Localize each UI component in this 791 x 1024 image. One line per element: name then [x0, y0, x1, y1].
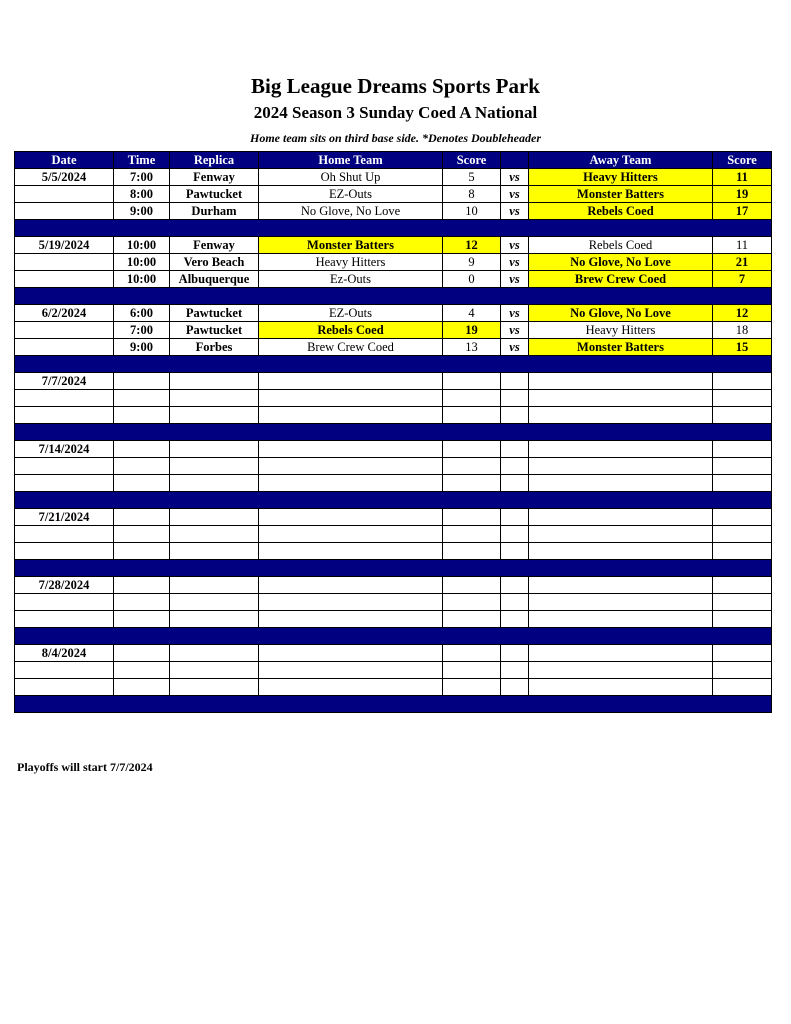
game-date [15, 203, 114, 220]
vs-label: vs [501, 305, 529, 322]
away-score [713, 526, 772, 543]
away-score [713, 645, 772, 662]
separator-row [15, 288, 772, 305]
away-score [713, 509, 772, 526]
vs-label: vs [501, 322, 529, 339]
separator-row [15, 220, 772, 237]
game-replica [170, 611, 259, 628]
away-score [713, 373, 772, 390]
vs-label: vs [501, 186, 529, 203]
away-team: Brew Crew Coed [529, 271, 713, 288]
game-replica [170, 458, 259, 475]
vs-label [501, 458, 529, 475]
game-time: 7:00 [114, 169, 170, 186]
home-team: No Glove, No Love [259, 203, 443, 220]
vs-label [501, 526, 529, 543]
vs-label: vs [501, 339, 529, 356]
home-score [443, 645, 501, 662]
table-row [15, 237, 772, 254]
game-replica: Fenway [170, 237, 259, 254]
game-date: 7/28/2024 [15, 577, 114, 594]
game-time: 9:00 [114, 203, 170, 220]
separator-row [15, 492, 772, 509]
away-team: No Glove, No Love [529, 254, 713, 271]
table-row [15, 594, 772, 611]
home-score [443, 662, 501, 679]
home-score: 4 [443, 305, 501, 322]
home-team [259, 373, 443, 390]
separator-row [15, 628, 772, 645]
game-replica [170, 577, 259, 594]
away-score: 15 [713, 339, 772, 356]
away-team: Rebels Coed [529, 237, 713, 254]
game-time [114, 475, 170, 492]
game-replica [170, 645, 259, 662]
table-row [15, 339, 772, 356]
away-team: Heavy Hitters [529, 169, 713, 186]
table-row [15, 254, 772, 271]
game-time: 8:00 [114, 186, 170, 203]
separator-bar [15, 424, 772, 441]
home-team [259, 594, 443, 611]
vs-label [501, 645, 529, 662]
home-team: EZ-Outs [259, 186, 443, 203]
col-time: Time [114, 152, 170, 169]
separator-bar [15, 628, 772, 645]
home-team [259, 543, 443, 560]
playoffs-note: Playoffs will start 7/7/2024 [17, 760, 153, 774]
away-score: 21 [713, 254, 772, 271]
game-date [15, 594, 114, 611]
vs-label [501, 407, 529, 424]
game-date: 6/2/2024 [15, 305, 114, 322]
game-replica: Pawtucket [170, 186, 259, 203]
page-title: Big League Dreams Sports Park [251, 74, 540, 98]
table-row [15, 509, 772, 526]
home-score [443, 509, 501, 526]
home-team [259, 577, 443, 594]
game-date: 7/21/2024 [15, 509, 114, 526]
separator-bar [15, 356, 772, 373]
vs-label: vs [501, 169, 529, 186]
game-date: 5/5/2024 [15, 169, 114, 186]
vs-label [501, 475, 529, 492]
game-time [114, 526, 170, 543]
game-date [15, 339, 114, 356]
game-date: 8/4/2024 [15, 645, 114, 662]
home-team: Heavy Hitters [259, 254, 443, 271]
separator-row [15, 696, 772, 713]
game-date: 5/19/2024 [15, 237, 114, 254]
vs-label [501, 662, 529, 679]
away-score [713, 679, 772, 696]
game-replica [170, 594, 259, 611]
game-time [114, 458, 170, 475]
vs-label [501, 594, 529, 611]
game-time [114, 407, 170, 424]
game-replica [170, 679, 259, 696]
home-score: 5 [443, 169, 501, 186]
game-replica [170, 662, 259, 679]
game-date [15, 475, 114, 492]
game-replica: Forbes [170, 339, 259, 356]
vs-label [501, 509, 529, 526]
home-score: 12 [443, 237, 501, 254]
game-replica [170, 509, 259, 526]
home-score: 13 [443, 339, 501, 356]
home-score [443, 679, 501, 696]
game-replica: Durham [170, 203, 259, 220]
table-row [15, 271, 772, 288]
vs-label [501, 373, 529, 390]
home-team [259, 458, 443, 475]
table-row [15, 203, 772, 220]
table-row [15, 679, 772, 696]
game-replica: Vero Beach [170, 254, 259, 271]
home-score: 19 [443, 322, 501, 339]
home-score: 0 [443, 271, 501, 288]
header-row [15, 152, 772, 169]
away-score [713, 390, 772, 407]
game-time [114, 390, 170, 407]
away-score: 11 [713, 169, 772, 186]
game-date [15, 543, 114, 560]
game-time [114, 594, 170, 611]
col-away-team: Away Team [529, 152, 713, 169]
game-date [15, 254, 114, 271]
away-score [713, 458, 772, 475]
game-time [114, 679, 170, 696]
game-time [114, 509, 170, 526]
season-subtitle: 2024 Season 3 Sunday Coed A National [253, 103, 538, 122]
vs-label [501, 577, 529, 594]
col-date: Date [15, 152, 114, 169]
game-time: 10:00 [114, 237, 170, 254]
game-date: 7/14/2024 [15, 441, 114, 458]
home-score [443, 441, 501, 458]
away-score: 11 [713, 237, 772, 254]
game-replica: Albuquerque [170, 271, 259, 288]
home-score [443, 390, 501, 407]
table-row [15, 458, 772, 475]
away-team: Monster Batters [529, 186, 713, 203]
game-time: 7:00 [114, 322, 170, 339]
table-row [15, 305, 772, 322]
home-team [259, 509, 443, 526]
home-team: Ez-Outs [259, 271, 443, 288]
home-team [259, 475, 443, 492]
game-time [114, 577, 170, 594]
vs-label [501, 441, 529, 458]
game-date [15, 322, 114, 339]
away-team [529, 441, 713, 458]
game-date [15, 526, 114, 543]
away-team [529, 679, 713, 696]
away-score: 7 [713, 271, 772, 288]
home-score [443, 594, 501, 611]
away-score: 19 [713, 186, 772, 203]
home-score [443, 373, 501, 390]
table-row [15, 390, 772, 407]
game-date [15, 271, 114, 288]
game-replica [170, 526, 259, 543]
home-score: 10 [443, 203, 501, 220]
home-team [259, 441, 443, 458]
game-time [114, 611, 170, 628]
game-date [15, 458, 114, 475]
away-team [529, 458, 713, 475]
game-replica [170, 373, 259, 390]
game-date [15, 662, 114, 679]
separator-bar [15, 220, 772, 237]
home-score [443, 543, 501, 560]
home-team: Rebels Coed [259, 322, 443, 339]
table-row [15, 611, 772, 628]
away-team [529, 509, 713, 526]
away-team [529, 577, 713, 594]
away-score: 12 [713, 305, 772, 322]
game-replica: Fenway [170, 169, 259, 186]
table-row [15, 543, 772, 560]
game-time [114, 543, 170, 560]
game-replica [170, 390, 259, 407]
game-time [114, 441, 170, 458]
table-row [15, 186, 772, 203]
away-score [713, 543, 772, 560]
home-score [443, 611, 501, 628]
away-team: Heavy Hitters [529, 322, 713, 339]
home-team [259, 611, 443, 628]
home-team [259, 390, 443, 407]
away-team [529, 475, 713, 492]
schedule-table [14, 151, 772, 713]
game-date [15, 390, 114, 407]
away-team: Rebels Coed [529, 203, 713, 220]
home-score [443, 407, 501, 424]
away-team [529, 611, 713, 628]
separator-row [15, 356, 772, 373]
table-row [15, 526, 772, 543]
table-row [15, 441, 772, 458]
game-date [15, 611, 114, 628]
away-score: 17 [713, 203, 772, 220]
game-time [114, 662, 170, 679]
table-row [15, 662, 772, 679]
away-score [713, 662, 772, 679]
away-team [529, 594, 713, 611]
col-replica: Replica [170, 152, 259, 169]
away-team [529, 390, 713, 407]
game-time: 10:00 [114, 271, 170, 288]
table-row [15, 645, 772, 662]
vs-label: vs [501, 271, 529, 288]
vs-label [501, 611, 529, 628]
table-row [15, 577, 772, 594]
game-date [15, 186, 114, 203]
table-row [15, 475, 772, 492]
home-score: 9 [443, 254, 501, 271]
vs-label [501, 679, 529, 696]
game-time: 6:00 [114, 305, 170, 322]
away-team: No Glove, No Love [529, 305, 713, 322]
away-score [713, 407, 772, 424]
away-score [713, 441, 772, 458]
vs-label: vs [501, 254, 529, 271]
vs-label: vs [501, 203, 529, 220]
game-replica: Pawtucket [170, 305, 259, 322]
home-team: Oh Shut Up [259, 169, 443, 186]
separator-bar [15, 560, 772, 577]
vs-label: vs [501, 237, 529, 254]
game-date [15, 679, 114, 696]
vs-label [501, 390, 529, 407]
home-score: 8 [443, 186, 501, 203]
home-score [443, 577, 501, 594]
away-score [713, 611, 772, 628]
home-team [259, 526, 443, 543]
game-replica [170, 441, 259, 458]
game-replica [170, 407, 259, 424]
game-replica [170, 475, 259, 492]
game-date [15, 407, 114, 424]
away-team [529, 407, 713, 424]
vs-label [501, 543, 529, 560]
away-team [529, 543, 713, 560]
table-row [15, 322, 772, 339]
home-score [443, 475, 501, 492]
away-team [529, 526, 713, 543]
away-score [713, 594, 772, 611]
game-replica [170, 543, 259, 560]
home-team [259, 662, 443, 679]
col-away-score: Score [713, 152, 772, 169]
separator-bar [15, 696, 772, 713]
col-vs [501, 152, 529, 169]
separator-row [15, 560, 772, 577]
home-team: Monster Batters [259, 237, 443, 254]
table-row [15, 169, 772, 186]
game-time: 10:00 [114, 254, 170, 271]
home-team [259, 407, 443, 424]
away-score [713, 577, 772, 594]
home-score [443, 458, 501, 475]
away-score [713, 475, 772, 492]
home-score [443, 526, 501, 543]
game-date: 7/7/2024 [15, 373, 114, 390]
away-team: Monster Batters [529, 339, 713, 356]
game-replica: Pawtucket [170, 322, 259, 339]
away-team [529, 373, 713, 390]
game-time [114, 645, 170, 662]
away-score: 18 [713, 322, 772, 339]
separator-bar [15, 288, 772, 305]
home-team [259, 645, 443, 662]
home-team: Brew Crew Coed [259, 339, 443, 356]
game-time: 9:00 [114, 339, 170, 356]
table-row [15, 373, 772, 390]
col-home-score: Score [443, 152, 501, 169]
separator-bar [15, 492, 772, 509]
separator-row [15, 424, 772, 441]
away-team [529, 662, 713, 679]
away-team [529, 645, 713, 662]
schedule-note: Home team sits on third base side. *Denotes Doubleheader [250, 131, 541, 145]
home-team [259, 679, 443, 696]
table-row [15, 407, 772, 424]
col-home-team: Home Team [259, 152, 443, 169]
game-time [114, 373, 170, 390]
home-team: EZ-Outs [259, 305, 443, 322]
